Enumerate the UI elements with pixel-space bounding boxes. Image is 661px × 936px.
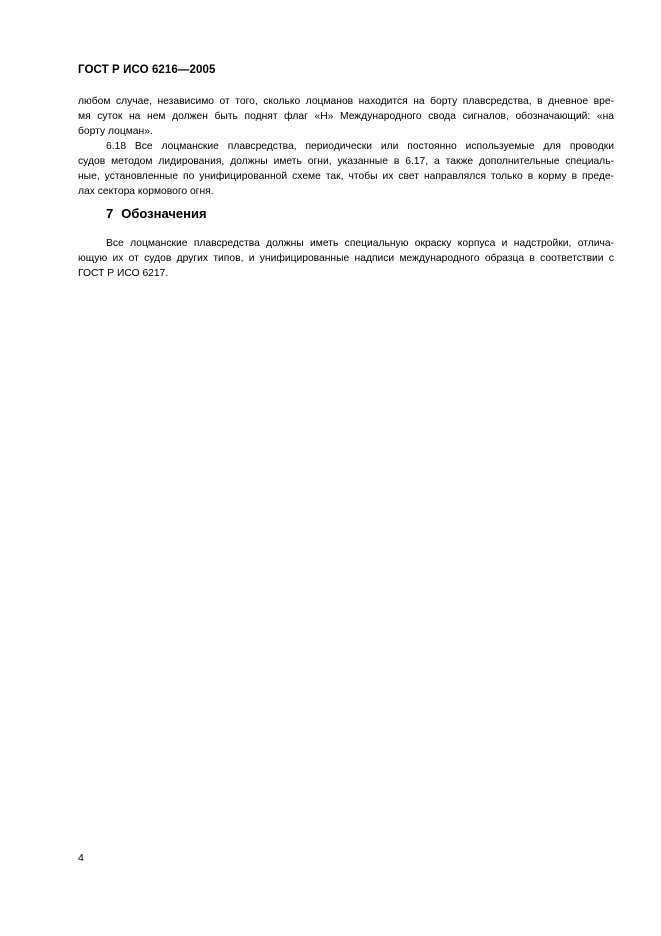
text-line: ющую их от судов других типов, и унифицированные надписи международного образца в соответствии с <box>78 253 614 264</box>
text-line: судов методом лидирования, должны иметь огни, указанные в 6.17, а также дополнительные специаль- <box>78 156 614 167</box>
text-line: Все лоцманские плавсредства должны иметь специальную окраску корпуса и надстройки, отлича- <box>106 238 614 249</box>
section-number: 7 <box>106 206 114 221</box>
page-number: 4 <box>78 852 84 864</box>
text-line: ные, установленные по унифицированной схеме так, чтобы их свет направлялся только в корму в преде- <box>78 171 614 182</box>
text-line: мя суток на нем должен быть поднят флаг «Н» Международного свода сигналов, обозначающий: «на <box>78 111 614 122</box>
text-line: борту лоцман». <box>78 126 153 137</box>
text-line: любом случае, независимо от того, сколько лоцманов находится на борту плавсредства, в дневное вре- <box>78 96 614 107</box>
text-line: ГОСТ Р ИСО 6217. <box>78 268 169 279</box>
section-title: Обозначения <box>121 206 207 221</box>
text-line: 6.18 Все лоцманские плавсредства, периодически или постоянно используемые для проводки <box>106 141 614 152</box>
section-heading <box>106 206 207 221</box>
text-line: лах сектора кормового огня. <box>78 186 214 197</box>
document-header: ГОСТ Р ИСО 6216—2005 <box>78 64 216 76</box>
